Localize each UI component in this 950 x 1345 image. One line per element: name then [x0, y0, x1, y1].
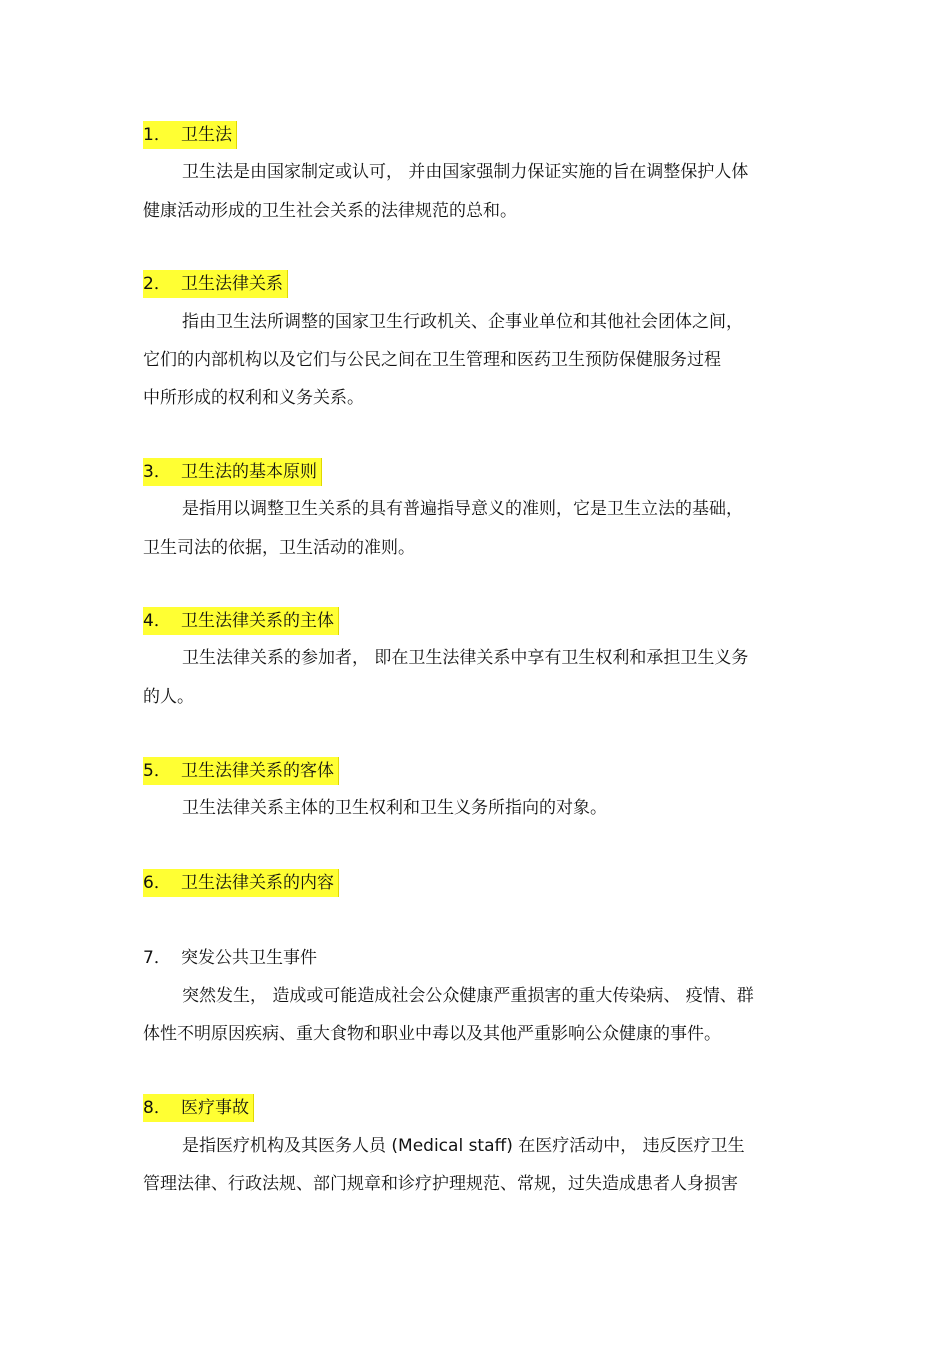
section-number: 4．	[143, 611, 171, 631]
section-heading-6	[143, 869, 339, 897]
section-title: 卫生法的基本原则	[181, 462, 317, 482]
paragraph-line: 是指医疗机构及其医务人员 (Medical staff) 在医疗活动中， 违反医疗卫生	[182, 1136, 745, 1156]
section-heading-7	[143, 944, 321, 972]
paragraph-line: 是指用以调整卫生关系的具有普遍指导意义的准则，它是卫生立法的基础，	[182, 499, 743, 519]
section-number: 6．	[143, 873, 171, 893]
section-title: 卫生法律关系的客体	[181, 761, 334, 781]
section-number: 7．	[143, 948, 171, 968]
paragraph-line: 突然发生， 造成或可能造成社会公众健康严重损害的重大传染病、 疫情、群	[182, 986, 754, 1006]
section-title: 卫生法律关系的主体	[181, 611, 334, 631]
section-title: 卫生法律关系的内容	[181, 873, 334, 893]
section-heading-2	[143, 270, 288, 298]
paragraph-line: 健康活动形成的卫生社会关系的法律规范的总和。	[143, 201, 517, 221]
paragraph-line: 卫生司法的依据，卫生活动的准则。	[143, 538, 415, 558]
section-title: 卫生法律关系	[181, 274, 283, 294]
section-title: 卫生法	[181, 125, 232, 145]
paragraph-line: 指由卫生法所调整的国家卫生行政机关、企事业单位和其他社会团体之间，	[182, 312, 743, 332]
paragraph-line: 管理法律、行政法规、部门规章和诊疗护理规范、常规，过失造成患者人身损害	[143, 1174, 738, 1194]
section-title: 医疗事故	[181, 1098, 249, 1118]
paragraph-line: 它们的内部机构以及它们与公民之间在卫生管理和医药卫生预防保健服务过程	[143, 350, 721, 370]
paragraph-line: 卫生法律关系的参加者， 即在卫生法律关系中享有卫生权利和承担卫生义务	[182, 648, 749, 668]
section-heading-1	[143, 121, 237, 149]
section-heading-4	[143, 607, 339, 635]
paragraph-line: 中所形成的权利和义务关系。	[143, 388, 364, 408]
section-number: 3．	[143, 462, 171, 482]
section-heading-3	[143, 458, 322, 486]
paragraph-line: 的人。	[143, 687, 194, 707]
section-number: 2．	[143, 274, 171, 294]
paragraph-line: 体性不明原因疾病、重大食物和职业中毒以及其他严重影响公众健康的事件。	[143, 1024, 721, 1044]
section-heading-8	[143, 1094, 254, 1122]
section-number: 8．	[143, 1098, 171, 1118]
section-number: 5．	[143, 761, 171, 781]
paragraph-line: 卫生法是由国家制定或认可， 并由国家强制力保证实施的旨在调整保护人体	[182, 162, 749, 182]
section-number: 1．	[143, 125, 171, 145]
paragraph-line: 卫生法律关系主体的卫生权利和卫生义务所指向的对象。	[182, 798, 607, 818]
section-heading-5	[143, 757, 339, 785]
section-title: 突发公共卫生事件	[181, 948, 317, 968]
